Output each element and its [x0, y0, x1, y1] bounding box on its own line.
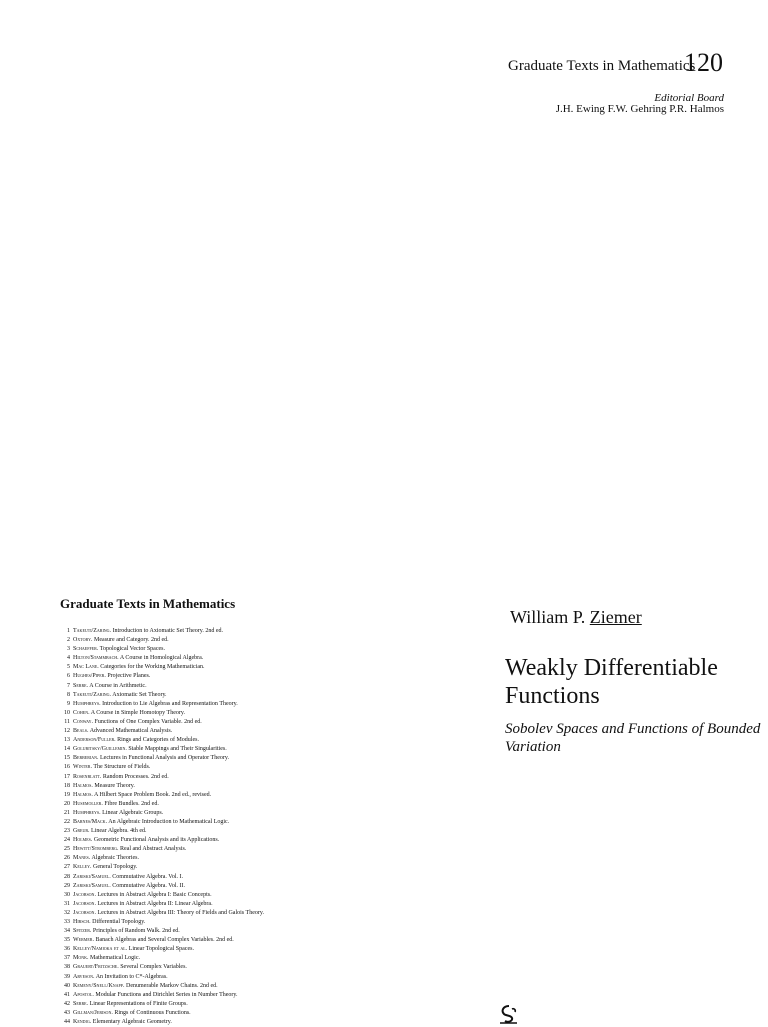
series-item-number: 18: [64, 782, 70, 789]
series-list-item: [60, 645, 360, 654]
series-item-author: Hirsch.: [73, 919, 91, 925]
series-item-title: Commutative Algebra. Vol. I.: [112, 873, 184, 880]
series-list-item: [60, 1018, 360, 1027]
series-item-number: 3: [67, 646, 70, 653]
series-item-author: Oxtoby.: [73, 637, 93, 644]
series-item-number: 4: [67, 655, 70, 662]
series-item-title: A Course in Simple Homotopy Theory.: [90, 709, 185, 716]
series-item-number: 26: [64, 855, 70, 862]
series-item-number: 10: [64, 709, 70, 716]
series-item-number: 14: [64, 746, 70, 753]
series-item-title: Commutative Algebra. Vol. II.: [112, 882, 186, 889]
series-item-title: Elementary Algebraic Geometry.: [92, 1019, 172, 1026]
series-list-item: [60, 672, 360, 681]
series-item-author: Halmos.: [73, 782, 93, 789]
series-list-item: [60, 927, 360, 936]
series-item-number: 2: [67, 637, 70, 644]
series-item-title: Fibre Bundles. 2nd ed.: [104, 800, 159, 807]
author-last-name: Ziemer: [589, 607, 642, 627]
series-item-number: 23: [64, 828, 70, 835]
series-item-author: Cohen.: [73, 709, 90, 716]
series-item-author: Rosenblatt.: [73, 773, 102, 780]
series-item-title: Categories for the Working Mathematician.: [100, 664, 205, 671]
series-item-author: Arveson.: [73, 973, 95, 980]
editors-line: J.H. Ewing F.W. Gehring P.R. Halmos: [555, 103, 724, 115]
series-item-title: Lectures in Abstract Algebra III: Theory of Fields and Galois Theory.: [97, 909, 264, 916]
author-first-name: William P.: [510, 607, 586, 627]
series-list-item: [60, 736, 360, 745]
series-list-item: [60, 663, 360, 672]
volume-number: 120: [684, 48, 723, 77]
series-item-number: 28: [64, 873, 70, 880]
series-item-title: Topological Vector Spaces.: [99, 646, 165, 653]
series-item-author: Zariski/Samuel.: [73, 873, 111, 880]
series-item-number: 29: [64, 882, 70, 889]
series-item-author: Schaeffer.: [73, 646, 99, 653]
series-list-item: [60, 845, 360, 854]
series-list-item: [60, 773, 360, 782]
series-item-author: Monk.: [73, 955, 89, 962]
series-item-number: 6: [67, 673, 70, 680]
series-item-number: 15: [64, 755, 70, 762]
series-list-item: [60, 709, 360, 718]
series-list-item: [60, 782, 360, 791]
series-item-title: Measure Theory.: [94, 782, 135, 789]
series-item-title: Functions of One Complex Variable. 2nd ed.: [94, 718, 202, 725]
series-item-author: Kemeny/Snell/Knapp.: [73, 982, 125, 989]
series-item-number: 17: [64, 773, 70, 780]
series-list-item: [60, 936, 360, 945]
series-item-title: Principles of Random Walk. 2nd ed.: [92, 928, 180, 935]
series-item-author: Halmos.: [73, 791, 93, 798]
series-item-title: Lectures in Abstract Algebra II: Linear Algebra.: [97, 900, 213, 907]
series-item-author: Takeuti/Zaring.: [73, 691, 112, 698]
series-item-title: Projective Planes.: [107, 673, 151, 680]
series-list-item: [60, 1009, 360, 1018]
series-item-number: 41: [64, 991, 70, 998]
series-list-item: [60, 636, 360, 645]
series-list-item: [60, 963, 360, 972]
series-item-title: A Course in Homological Algebra.: [119, 655, 204, 662]
series-item-number: 20: [64, 800, 70, 807]
series-list-item: [60, 873, 360, 882]
series-item-title: Denumerable Markov Chains. 2nd ed.: [126, 982, 218, 989]
series-item-author: Mac Lane.: [73, 664, 99, 671]
series-item-author: Hilton/Stammbach.: [73, 655, 119, 662]
series-list-item: [60, 945, 360, 954]
series-item-number: 12: [64, 728, 70, 735]
series-list-item: [60, 918, 360, 927]
series-item-author: Takeuti/Zaring.: [73, 628, 112, 634]
series-item-number: 19: [64, 791, 70, 798]
series-list-item: [60, 973, 360, 982]
series-list-item: [60, 809, 360, 818]
series-item-title: Advanced Mathematical Analysis.: [89, 728, 173, 735]
series-list-item: [60, 900, 360, 909]
series-list-item: [60, 954, 360, 963]
series-item-title: Modular Functions and Dirichlet Series in Number Theory.: [95, 991, 238, 998]
series-item-number: 9: [67, 700, 70, 707]
series-list-item: [60, 791, 360, 800]
series-item-number: 11: [64, 718, 70, 725]
series-item-author: Apostol.: [73, 991, 94, 998]
series-item-title: Lectures in Abstract Algebra I: Basic Concepts.: [97, 891, 212, 898]
series-item-number: 37: [64, 955, 70, 962]
series-item-number: 27: [64, 864, 70, 871]
series-item-number: 31: [64, 900, 70, 907]
series-item-title: The Structure of Fields.: [93, 764, 151, 771]
series-item-title: A Course in Arithmetic.: [89, 682, 147, 689]
series-item-title: Rings of Continuous Functions.: [114, 1009, 191, 1016]
series-item-title: Axiomatic Set Theory.: [112, 691, 167, 698]
series-item-number: 39: [64, 973, 70, 980]
editorial-board-label: Editorial Board: [654, 92, 724, 104]
series-item-title: An Algebraic Introduction to Mathematical Logic.: [108, 818, 230, 825]
series-item-number: 8: [67, 691, 70, 698]
series-item-number: 40: [64, 982, 70, 989]
series-item-author: Anderson/Fuller.: [73, 737, 116, 744]
series-list-item: [60, 745, 360, 754]
series-item-number: 36: [64, 946, 70, 953]
series-item-author: Grauert/Fritzsche.: [73, 964, 119, 971]
series-item-number: 16: [64, 764, 70, 771]
series-list-item: [60, 854, 360, 863]
series-item-number: 7: [67, 682, 70, 689]
book-title: Weakly Differentiable Functions: [505, 655, 718, 709]
series-item-number: 1: [67, 628, 70, 634]
series-item-author: Jacobson.: [73, 909, 96, 916]
series-item-title: Linear Topological Spaces.: [128, 946, 194, 953]
series-item-author: Kelley/Namioka et al.: [73, 946, 128, 953]
series-item-author: Hewitt/Stromberg.: [73, 846, 119, 853]
series-list-item: [60, 818, 360, 827]
series-item-author: Husemoller.: [73, 800, 103, 807]
series-item-author: Humphreys.: [73, 700, 101, 707]
series-list-item: [60, 682, 360, 691]
series-list-item: [60, 1000, 360, 1009]
series-title-top: Graduate Texts in Mathematics: [508, 58, 696, 74]
series-item-author: Gillman/Jerison.: [73, 1009, 113, 1016]
series-item-title: Banach Algebras and Several Complex Variables. 2nd ed.: [95, 937, 234, 944]
series-item-author: Barnes/Mack.: [73, 818, 108, 825]
series-item-title: Introduction to Lie Algebras and Representation Theory.: [102, 700, 238, 707]
series-item-title: Real and Abstract Analysis.: [120, 846, 187, 853]
series-list-item: [60, 863, 360, 872]
series-item-number: 13: [64, 737, 70, 744]
series-item-title: Several Complex Variables.: [120, 964, 187, 971]
series-list-item: [60, 700, 360, 709]
series-item-author: Berberian.: [73, 755, 99, 762]
series-list-item: [60, 991, 360, 1000]
series-item-title: An Invitation to C*-Algebras.: [95, 973, 168, 980]
series-item-title: Linear Algebraic Groups.: [102, 809, 164, 816]
series-list: [60, 627, 360, 1027]
series-item-author: Serre.: [73, 682, 89, 689]
series-item-author: Winter.: [73, 764, 92, 771]
series-item-title: Algebraic Theories.: [91, 855, 139, 862]
book-author: [510, 607, 642, 628]
series-list-item: [60, 827, 360, 836]
series-item-title: Introduction to Axiomatic Set Theory. 2nd ed.: [112, 628, 224, 634]
series-item-number: 32: [64, 909, 70, 916]
series-list-item: [60, 691, 360, 700]
series-item-author: Conway.: [73, 718, 94, 725]
series-item-title: Differential Topology.: [92, 919, 146, 925]
series-item-author: Jacobson.: [73, 900, 96, 907]
series-item-title: Mathematical Logic.: [90, 955, 140, 962]
series-item-number: 5: [67, 664, 70, 671]
series-item-author: Serre.: [73, 1000, 89, 1007]
series-list-item: [60, 754, 360, 763]
series-item-number: 25: [64, 846, 70, 853]
series-item-number: 22: [64, 818, 70, 825]
series-list-item: [60, 982, 360, 991]
series-item-number: 44: [64, 1019, 70, 1026]
series-list-item: [60, 727, 360, 736]
series-item-number: 21: [64, 809, 70, 816]
series-item-title: Linear Algebra. 4th ed.: [91, 828, 147, 835]
series-item-number: 24: [64, 837, 70, 844]
series-item-number: 38: [64, 964, 70, 971]
series-item-author: Golubitsky/Guillemin.: [73, 746, 127, 753]
series-item-author: Zariski/Samuel.: [73, 882, 111, 889]
series-list-item: [60, 654, 360, 663]
series-item-author: Hughes/Piper.: [73, 673, 106, 680]
series-item-author: Manes.: [73, 855, 91, 862]
series-item-title: Rings and Categories of Modules.: [117, 737, 199, 744]
series-item-title: Stable Mappings and Their Singularities.: [128, 746, 227, 753]
series-list-item: [60, 627, 360, 636]
series-item-title: Lectures in Functional Analysis and Operator Theory.: [100, 755, 229, 762]
series-item-author: Wermer.: [73, 937, 94, 944]
series-list-item: [60, 763, 360, 772]
series-list-item: [60, 891, 360, 900]
series-list-item: [60, 836, 360, 845]
series-item-number: 43: [64, 1009, 70, 1016]
publisher-logo-icon: [495, 1004, 523, 1024]
series-item-number: 35: [64, 937, 70, 944]
series-item-number: 34: [64, 928, 70, 935]
series-item-author: Spitzer.: [73, 928, 92, 935]
series-item-author: Humphreys.: [73, 809, 101, 816]
series-item-author: Jacobson.: [73, 891, 96, 898]
series-item-title: Random Processes. 2nd ed.: [102, 773, 169, 780]
series-item-title: Measure and Category. 2nd ed.: [94, 637, 169, 644]
series-list-item: [60, 882, 360, 891]
series-list-item: [60, 800, 360, 809]
series-item-author: Beals.: [73, 728, 89, 735]
series-item-author: Holmes.: [73, 837, 93, 844]
series-item-author: Kelley.: [73, 864, 92, 871]
series-item-title: A Hilbert Space Problem Book. 2nd ed., revised.: [94, 791, 212, 798]
series-item-number: 33: [64, 919, 70, 925]
series-list-item: [60, 718, 360, 727]
series-item-title: Linear Representations of Finite Groups.: [89, 1000, 188, 1007]
series-item-number: 30: [64, 891, 70, 898]
series-item-author: Kendig.: [73, 1019, 92, 1026]
series-item-title: Geometric Functional Analysis and its Applications.: [93, 837, 220, 844]
series-item-number: 42: [64, 1000, 70, 1007]
series-list-title: Graduate Texts in Mathematics: [60, 596, 236, 611]
series-list-item: [60, 909, 360, 918]
series-item-title: General Topology.: [93, 864, 138, 871]
series-item-author: Greub.: [73, 828, 90, 835]
book-subtitle: Sobolev Spaces and Functions of Bounded Variation: [505, 721, 761, 755]
